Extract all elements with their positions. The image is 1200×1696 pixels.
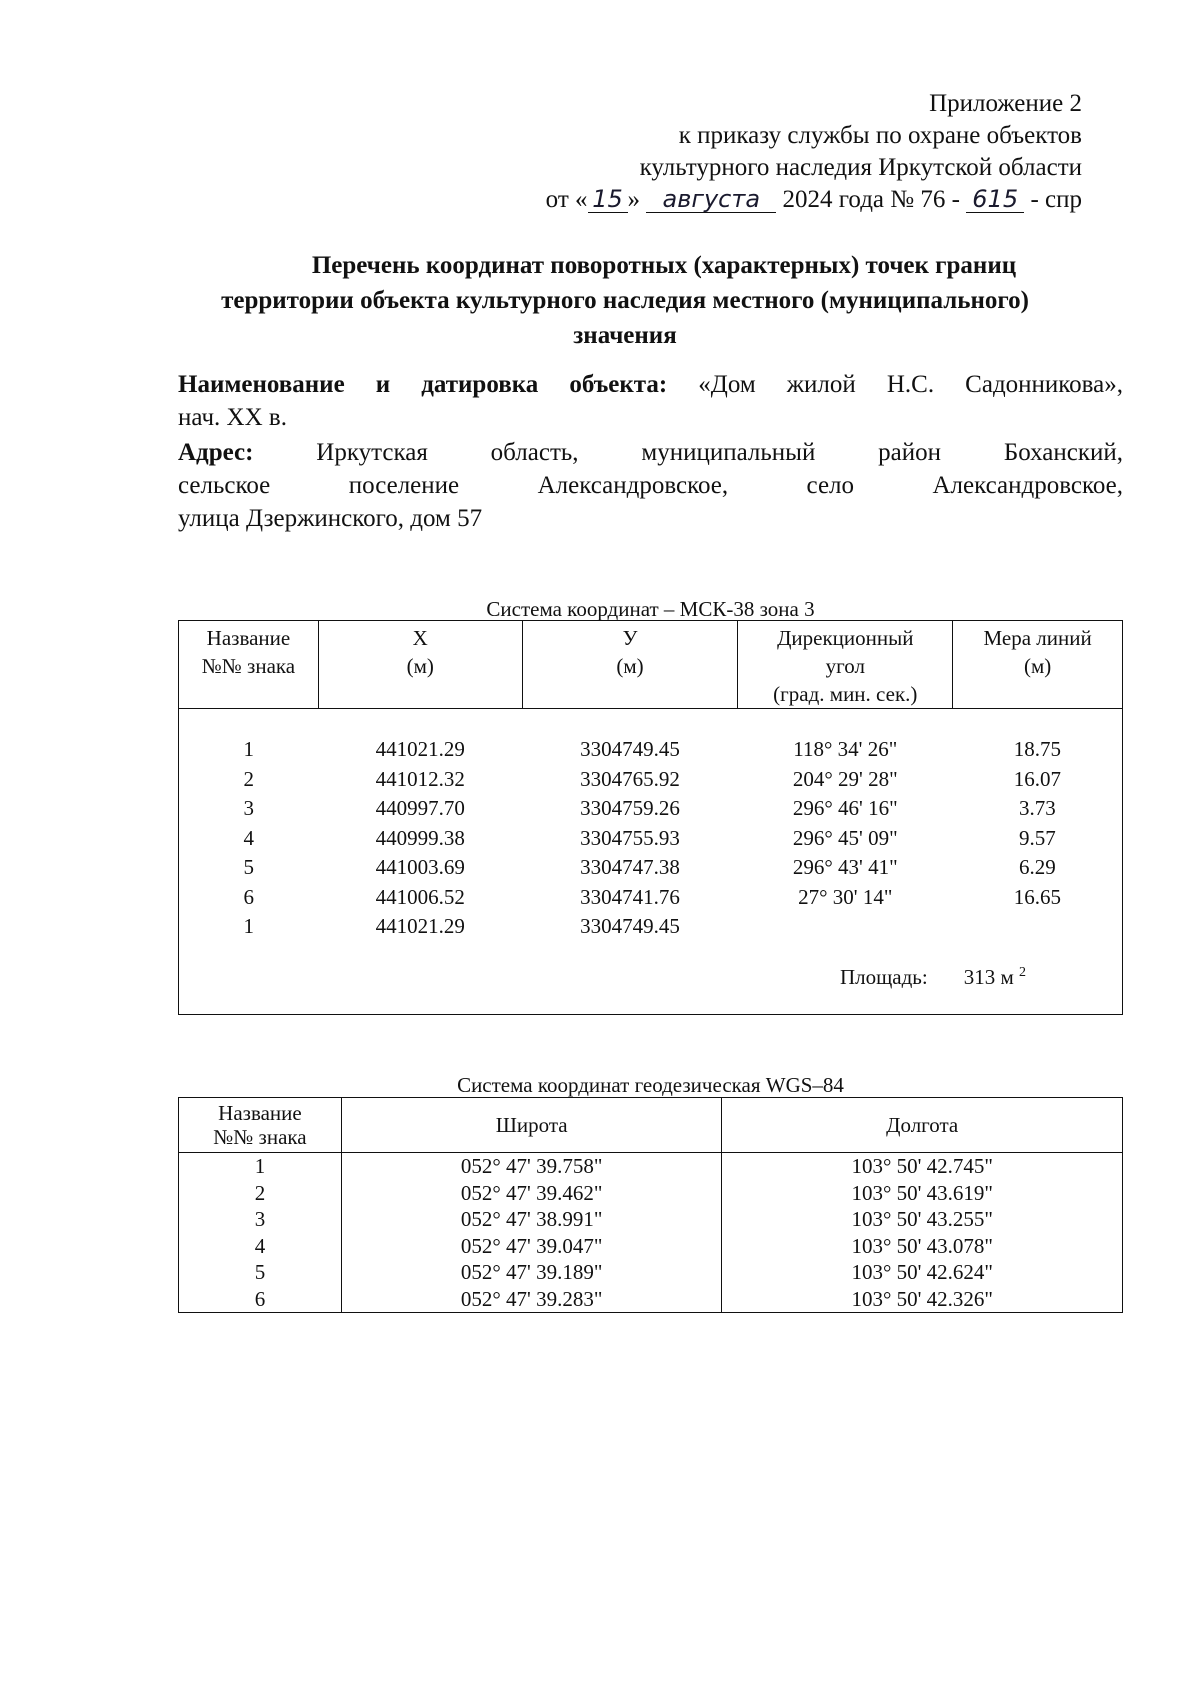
- table-row: 4 440999.38 3304755.93 296° 45' 09" 9.57: [243, 825, 1056, 850]
- order-suffix: - спр: [1030, 186, 1082, 213]
- msk-table-caption: Система координат – МСК-38 зона 3: [486, 597, 815, 621]
- address-value-1: Иркутская область, муниципальный район Боханский,: [316, 439, 1124, 466]
- area-value: 313 м $^2$: [963, 965, 1026, 990]
- title-line-1: Перечень координат поворотных (характерных) точек границ: [311, 252, 1017, 279]
- address-line-2: сельское поселение Александровское, село Александровское,: [178, 472, 1123, 499]
- col-header-longitude: Долгота: [722, 1098, 1123, 1153]
- handwritten-month: августа: [646, 186, 776, 213]
- address-line-1: [178, 436, 1123, 469]
- table-row: 1 441021.29 3304749.45: [243, 914, 680, 939]
- col-header-latitude: Широта: [341, 1098, 722, 1153]
- col-header-x: X (м): [318, 621, 522, 709]
- table-header-row: [179, 621, 1123, 709]
- table-row: 6 052° 47' 39.283" 103° 50' 42.326": [179, 1286, 1123, 1313]
- table-row: 1 441021.29 3304749.45 118° 34' 26" 18.75: [243, 737, 1061, 762]
- col-header-point: Название №№ знака: [179, 1098, 342, 1153]
- handwritten-order-number: 615: [966, 186, 1024, 213]
- object-name-value: «Дом жилой Н.С. Садонникова»,: [698, 371, 1123, 398]
- order-date-line: [382, 184, 1082, 216]
- day-close-quote: »: [627, 186, 641, 213]
- date-prefix: от «: [545, 186, 588, 213]
- table-row: 3 052° 47' 38.991" 103° 50' 43.255": [179, 1206, 1123, 1233]
- table-row: 2 441012.32 3304765.92 204° 29' 28" 16.07: [243, 766, 1061, 791]
- col-header-point: Название №№ знака: [179, 621, 319, 709]
- table-row: 4 052° 47' 39.047" 103° 50' 43.078": [179, 1233, 1123, 1260]
- order-year-text: 2024 года № 76 -: [782, 186, 960, 213]
- msk-coordinates-table: [178, 620, 1123, 1015]
- appendix-line-2: к приказу службы по охране объектов: [678, 122, 1082, 149]
- table-row: 5 441003.69 3304747.38 296° 43' 41" 6.29: [243, 855, 1056, 880]
- table-row: 2 052° 47' 39.462" 103° 50' 43.619": [179, 1180, 1123, 1207]
- table-row: 1 052° 47' 39.758" 103° 50' 42.745": [179, 1153, 1123, 1180]
- table-row: 3 440997.70 3304759.26 296° 46' 16" 3.73: [243, 796, 1056, 821]
- document-title: [150, 248, 1100, 353]
- handwritten-day: 15: [588, 186, 628, 213]
- wgs-coordinates-table: [178, 1097, 1123, 1313]
- object-name-label: Наименование и датировка объекта:: [178, 371, 668, 398]
- address-label: Адрес:: [178, 439, 254, 466]
- title-line-3: значения: [573, 322, 677, 349]
- table-row: 5 052° 47' 39.189" 103° 50' 42.624": [179, 1259, 1123, 1286]
- appendix-line-3: культурного наследия Иркутской области: [639, 154, 1082, 181]
- col-header-length: Мера линий (м): [953, 621, 1123, 709]
- object-dating: нач. XX в.: [178, 404, 287, 431]
- col-header-y: У (м): [522, 621, 738, 709]
- area-unit-superscript: 2: [1019, 965, 1026, 981]
- table-row: 6 441006.52 3304741.76 27° 30' 14" 16.65: [243, 884, 1061, 909]
- appendix-line-1: Приложение 2: [929, 90, 1082, 117]
- object-name-line: [178, 368, 1123, 401]
- title-line-2: территории объекта культурного наследия местного (муниципального): [221, 287, 1029, 314]
- appendix-header: [382, 88, 1082, 216]
- area-label: Площадь:: [839, 965, 928, 990]
- table-header-row: [179, 1098, 1123, 1153]
- wgs-table-caption: Система координат геодезическая WGS–84: [457, 1073, 844, 1097]
- area-cell: [179, 942, 1123, 1015]
- object-info: [178, 368, 1123, 535]
- address-line-3: улица Дзержинского, дом 57: [178, 505, 483, 532]
- col-header-angle: Дирекционный угол (град. мин. сек.): [738, 621, 953, 709]
